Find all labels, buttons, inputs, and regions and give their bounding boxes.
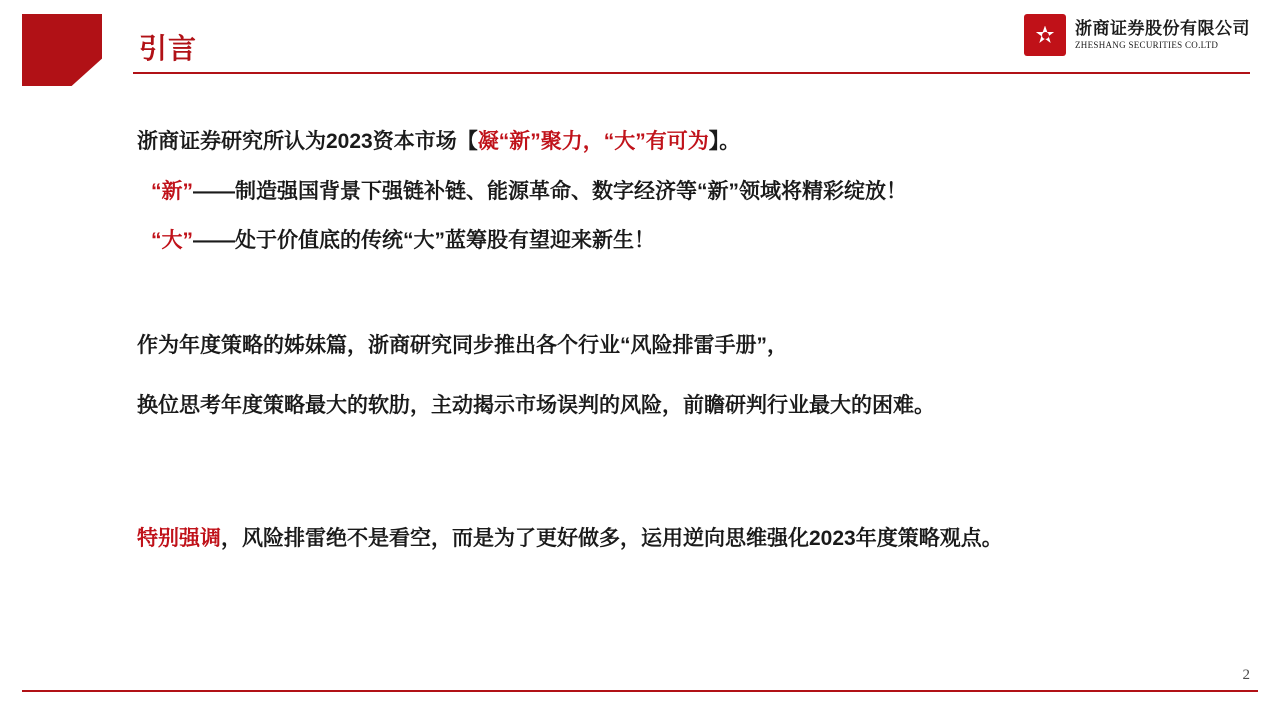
body-line-5: 换位思考年度策略最大的软肋，主动揭示市场误判的风险，前瞻研判行业最大的困难。 — [137, 394, 935, 418]
logo-text — [1075, 18, 1250, 53]
page-number: 2 — [1242, 667, 1250, 683]
logo-name-en: ZHESHANG SECURITIES CO.LTD — [1075, 39, 1219, 50]
page-title: 引言 — [139, 33, 198, 64]
logo-name-cn: 浙商证券股份有限公司 — [1075, 18, 1250, 38]
spacer — [137, 423, 1197, 495]
body-line-6 — [137, 523, 1197, 556]
body-line-3-rest: ——处于价值底的传统“大”蓝筹股有望迎来新生！ — [193, 229, 655, 253]
spacer — [137, 258, 1197, 330]
body-line-1-highlight: 凝“新”聚力，“大”有可为 — [477, 130, 709, 153]
body-line-1-suffix: 】。 — [708, 130, 741, 153]
body-line-1 — [137, 126, 1197, 159]
body-line-3-highlight: “大” — [151, 229, 193, 253]
body-line-1-prefix: 浙商证券研究所认为2023资本市场【 — [137, 130, 478, 153]
body-line-2-rest: ——制造强国背景下强链补链、能源革命、数字经济等“新”领域将精彩绽放！ — [193, 179, 907, 203]
spacer — [137, 495, 1197, 523]
paragraph-block-2 — [137, 330, 1197, 423]
header-flag-decoration — [22, 14, 102, 86]
spacer — [137, 362, 1197, 390]
slide-body — [137, 126, 1197, 555]
spacer — [137, 208, 1197, 225]
footer-divider — [22, 690, 1258, 692]
paragraph-block-1 — [137, 126, 1197, 258]
body-line-4: 作为年度策略的姊妹篇，浙商研究同步推出各个行业“风险排雷手册”， — [137, 333, 788, 357]
header-divider — [133, 72, 1250, 74]
body-line-6-rest: ，风险排雷绝不是看空，而是为了更好做多，运用逆向思维强化2023年度策略观点。 — [221, 526, 1003, 550]
star-emblem-icon — [1024, 14, 1066, 56]
paragraph-block-3 — [137, 523, 1197, 556]
spacer — [137, 159, 1197, 176]
body-line-6-highlight: 特别强调 — [137, 526, 221, 550]
company-logo — [1024, 14, 1250, 56]
body-line-2 — [137, 176, 1197, 209]
body-line-2-highlight: “新” — [151, 179, 193, 203]
body-line-3 — [137, 225, 1197, 258]
